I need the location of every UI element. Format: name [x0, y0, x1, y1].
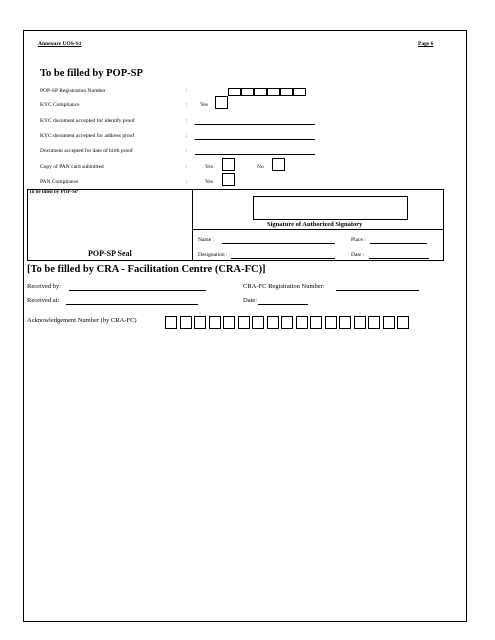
ack-digit-box[interactable]	[194, 316, 206, 329]
cra-date-field[interactable]	[258, 304, 308, 305]
ack-digit-box[interactable]	[397, 316, 409, 329]
cra-reg-number-field[interactable]	[336, 290, 419, 291]
received-by-field[interactable]	[69, 290, 206, 291]
ack-digit-box[interactable]	[296, 316, 308, 329]
page-number: Page 6	[418, 41, 434, 47]
pan-copy-label: Copy of PAN card submitted	[40, 164, 104, 170]
pop-sp-seal-label: POP-SP Seal	[88, 249, 132, 258]
ack-digit-box[interactable]	[209, 316, 221, 329]
cra-reg-number-label: CRA-FC Registration Number:	[243, 283, 325, 290]
pan-compliance-colon: :	[186, 179, 188, 185]
ack-digit-box[interactable]	[325, 316, 337, 329]
place-field[interactable]	[370, 243, 427, 244]
pop-sp-section-title: To be filled by POP-SP	[40, 68, 143, 79]
ack-digit-box[interactable]	[252, 316, 264, 329]
annexure-label: Annexure UOS-S1	[38, 41, 82, 47]
pan-copy-no-checkbox[interactable]	[272, 158, 285, 171]
ack-digit-box[interactable]	[238, 316, 250, 329]
ack-digit-box[interactable]	[281, 316, 293, 329]
kyc-yes-checkbox[interactable]	[215, 96, 228, 109]
designation-label: Designation :	[198, 252, 228, 258]
received-at-field[interactable]	[66, 304, 198, 305]
address-proof-field[interactable]	[195, 139, 315, 140]
identity-proof-label: KYC document accepted for identify proof	[40, 118, 135, 124]
kyc-yes-label: Yes	[200, 102, 209, 108]
pan-compliance-label: PAN Compliance	[40, 179, 79, 185]
ack-number-label: Acknowledgement Number (by CRA-FC)	[27, 317, 137, 324]
ack-digit-box[interactable]	[339, 316, 351, 329]
received-by-label: Received by:	[27, 283, 62, 290]
kyc-compliance-colon: :	[186, 102, 188, 108]
received-at-label: Received at:	[27, 297, 60, 304]
reg-number-colon: :	[186, 88, 188, 94]
address-proof-label: KYC document accepted for address proof	[40, 133, 135, 139]
name-label: Name :	[198, 237, 215, 243]
address-proof-colon: :	[186, 133, 188, 139]
signature-label: Signature of Authorized Signatory	[267, 221, 363, 228]
ack-digit-box[interactable]	[354, 316, 366, 329]
pan-copy-yes-checkbox[interactable]	[222, 158, 235, 171]
reg-number-label: POP-SP Registration Number	[40, 88, 106, 94]
ack-digit-box[interactable]	[368, 316, 380, 329]
ack-digit-box[interactable]	[223, 316, 235, 329]
place-label: Place :	[351, 237, 366, 243]
designation-field[interactable]	[231, 258, 335, 259]
pan-copy-no-label: No	[257, 164, 264, 170]
ack-digit-box[interactable]	[383, 316, 395, 329]
kyc-compliance-label: KYC Compliance	[40, 102, 80, 108]
ack-digit-box[interactable]	[267, 316, 279, 329]
ack-digit-box[interactable]	[180, 316, 192, 329]
cra-section-title: [To be filled by CRA - Facilitation Centre (CRA-FC)]	[27, 264, 266, 275]
dob-proof-field[interactable]	[195, 154, 315, 155]
pan-compliance-yes-checkbox[interactable]	[222, 173, 235, 186]
pan-copy-colon: :	[186, 164, 188, 170]
date-field[interactable]	[369, 258, 429, 259]
ack-digit-box[interactable]	[310, 316, 322, 329]
dob-proof-label: Document accepted for date of birth proof	[40, 148, 133, 154]
seal-box-label: To be filled by POP-SP	[29, 190, 78, 195]
signature-divider	[193, 229, 444, 230]
pan-compliance-yes-label: Yes	[205, 179, 214, 185]
cra-date-label: Date:	[243, 297, 258, 304]
pan-copy-yes-label: Yes	[205, 164, 214, 170]
name-field[interactable]	[222, 243, 335, 244]
date-label: Date :	[351, 252, 365, 258]
identity-proof-field[interactable]	[195, 124, 315, 125]
signature-box[interactable]	[253, 196, 408, 220]
identity-proof-colon: :	[186, 118, 188, 124]
dob-proof-colon: :	[186, 148, 188, 154]
ack-digit-box[interactable]	[165, 316, 177, 329]
